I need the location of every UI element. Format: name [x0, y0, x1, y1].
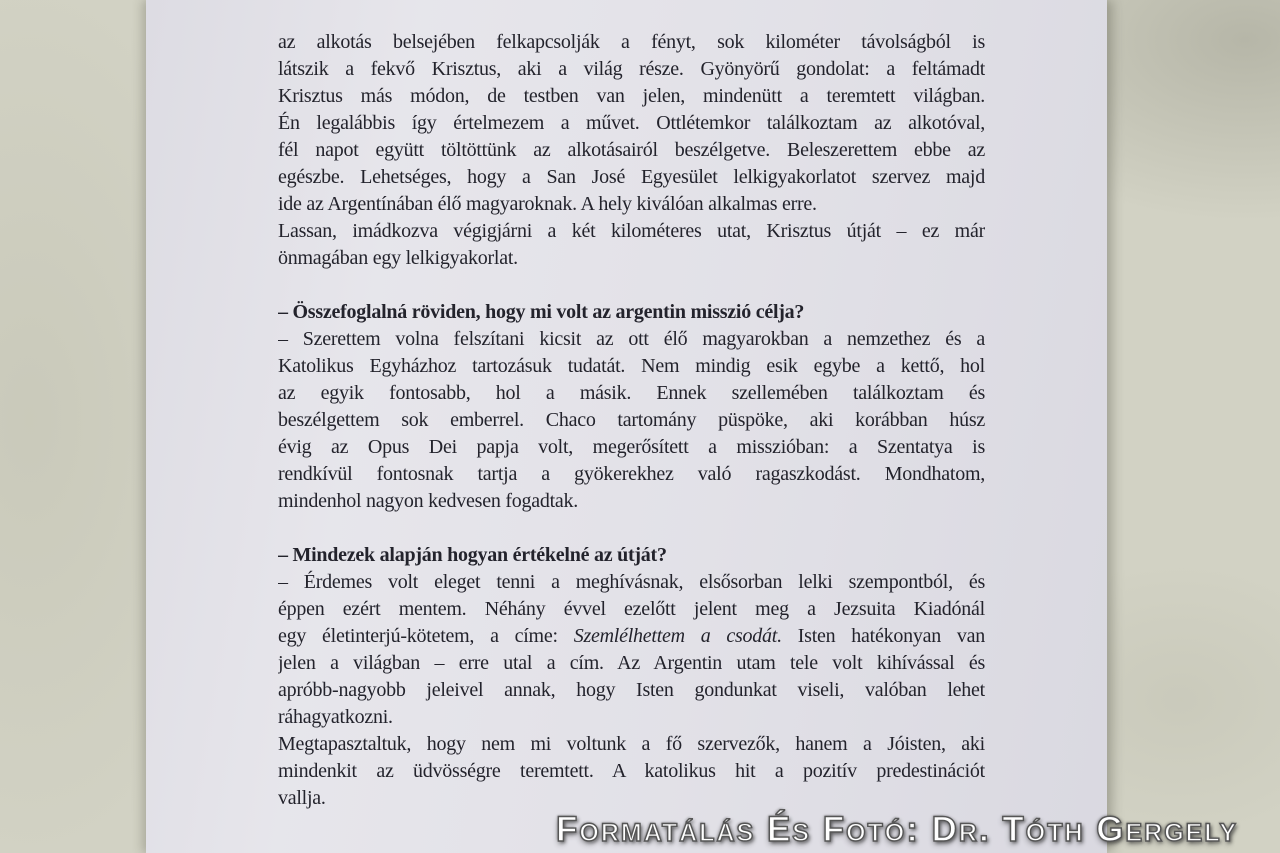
text-segment: – Szerettem volna felszítani kicsit az ott élő magyarokban a nemzethez és a	[278, 328, 985, 350]
text-segment: – Összefoglalná röviden, hogy mi volt az argentin misszió célja?	[278, 301, 805, 323]
text-segment: fél napot együtt töltöttünk az alkotásairól beszélgetve. Beleszerettem ebbe az	[278, 139, 985, 161]
text-line	[278, 326, 985, 353]
document-text	[278, 29, 985, 812]
text-line	[278, 785, 985, 812]
text-segment: az egyik fontosabb, hol a másik. Ennek szellemében találkoztam és	[278, 382, 985, 404]
text-line	[278, 137, 985, 164]
paragraph	[278, 218, 985, 272]
text-line	[278, 542, 985, 569]
paragraph	[278, 29, 985, 218]
text-segment: Krisztus más módon, de testben van jelen, mindenütt a teremtett világban.	[278, 85, 985, 107]
text-segment: Katolikus Egyházhoz tartozásuk tudatát. Nem mindig esik egybe a kettő, hol	[278, 355, 985, 377]
text-line	[278, 596, 985, 623]
text-line	[278, 434, 985, 461]
text-line	[278, 29, 985, 56]
text-line	[278, 191, 985, 218]
text-segment: – Mindezek alapján hogyan értékelné az útját?	[278, 544, 667, 566]
text-segment: Isten hatékonyan van	[781, 625, 985, 647]
text-line	[278, 299, 985, 326]
watermark-credit: Formatálás És Fotó: Dr. Tóth Gergely	[556, 810, 1238, 849]
text-segment: egészbe. Lehetséges, hogy a San José Egyesület lelkigyakorlatot szervez majd	[278, 166, 985, 188]
text-segment: Én legalábbis így értelmezem a művet. Ottlétemkor találkoztam az alkotóval,	[278, 112, 985, 134]
text-line	[278, 110, 985, 137]
text-line	[278, 677, 985, 704]
text-line	[278, 407, 985, 434]
text-segment: vallja.	[278, 787, 326, 809]
text-segment: rendkívül fontosnak tartja a gyökerekhez való ragaszkodást. Mondhatom,	[278, 463, 985, 485]
text-line	[278, 56, 985, 83]
text-segment: egy életinterjú-kötetem, a címe:	[278, 625, 574, 647]
text-line	[278, 758, 985, 785]
text-line	[278, 353, 985, 380]
text-line	[278, 380, 985, 407]
text-segment: jelen a világban – erre utal a cím. Az Argentin utam tele volt kihívással és	[278, 652, 985, 674]
text-segment: – Érdemes volt eleget tenni a meghívásnak, elsősorban lelki szempontból, és	[278, 571, 985, 593]
text-line	[278, 461, 985, 488]
text-line	[278, 704, 985, 731]
text-segment: Lassan, imádkozva végigjárni a két kilométeres utat, Krisztus útját – ez már	[278, 220, 985, 242]
paragraph	[278, 326, 985, 515]
paragraph	[278, 569, 985, 731]
text-segment: mindenkit az üdvösségre teremtett. A katolikus hit a pozitív predestinációt	[278, 760, 985, 782]
text-line	[278, 488, 985, 515]
paragraph	[278, 731, 985, 812]
text-segment: beszélgettem sok emberrel. Chaco tartomány püspöke, aki korábban húsz	[278, 409, 985, 431]
question-paragraph	[278, 542, 985, 569]
text-line	[278, 731, 985, 758]
text-segment: évig az Opus Dei papja volt, megerősített a misszióban: a Szentatya is	[278, 436, 985, 458]
text-segment: látszik a fekvő Krisztus, aki a világ része. Gyönyörű gondolat: a feltámadt	[278, 58, 985, 80]
text-line	[278, 245, 985, 272]
text-line	[278, 164, 985, 191]
text-line	[278, 569, 985, 596]
text-segment: éppen ezért mentem. Néhány évvel ezelőtt jelent meg a Jezsuita Kiadónál	[278, 598, 985, 620]
text-line	[278, 218, 985, 245]
text-line	[278, 650, 985, 677]
text-segment: apróbb-nagyobb jeleivel annak, hogy Isten gondunkat viseli, valóban lehet	[278, 679, 985, 701]
text-segment: ráhagyatkozni.	[278, 706, 393, 728]
text-segment: önmagában egy lelkigyakorlat.	[278, 247, 518, 269]
question-paragraph	[278, 299, 985, 326]
book-title-italic: Szemlélhettem a csodát.	[573, 625, 782, 647]
text-line	[278, 623, 985, 650]
text-segment: az alkotás belsejében felkapcsolják a fényt, sok kilométer távolságból is	[278, 31, 985, 53]
text-segment: mindenhol nagyon kedvesen fogadtak.	[278, 490, 579, 512]
text-segment: ide az Argentínában élő magyaroknak. A hely kiválóan alkalmas erre.	[278, 193, 817, 215]
text-line	[278, 83, 985, 110]
document-page	[146, 0, 1107, 853]
text-segment: Megtapasztaltuk, hogy nem mi voltunk a fő szervezők, hanem a Jóisten, aki	[278, 733, 985, 755]
